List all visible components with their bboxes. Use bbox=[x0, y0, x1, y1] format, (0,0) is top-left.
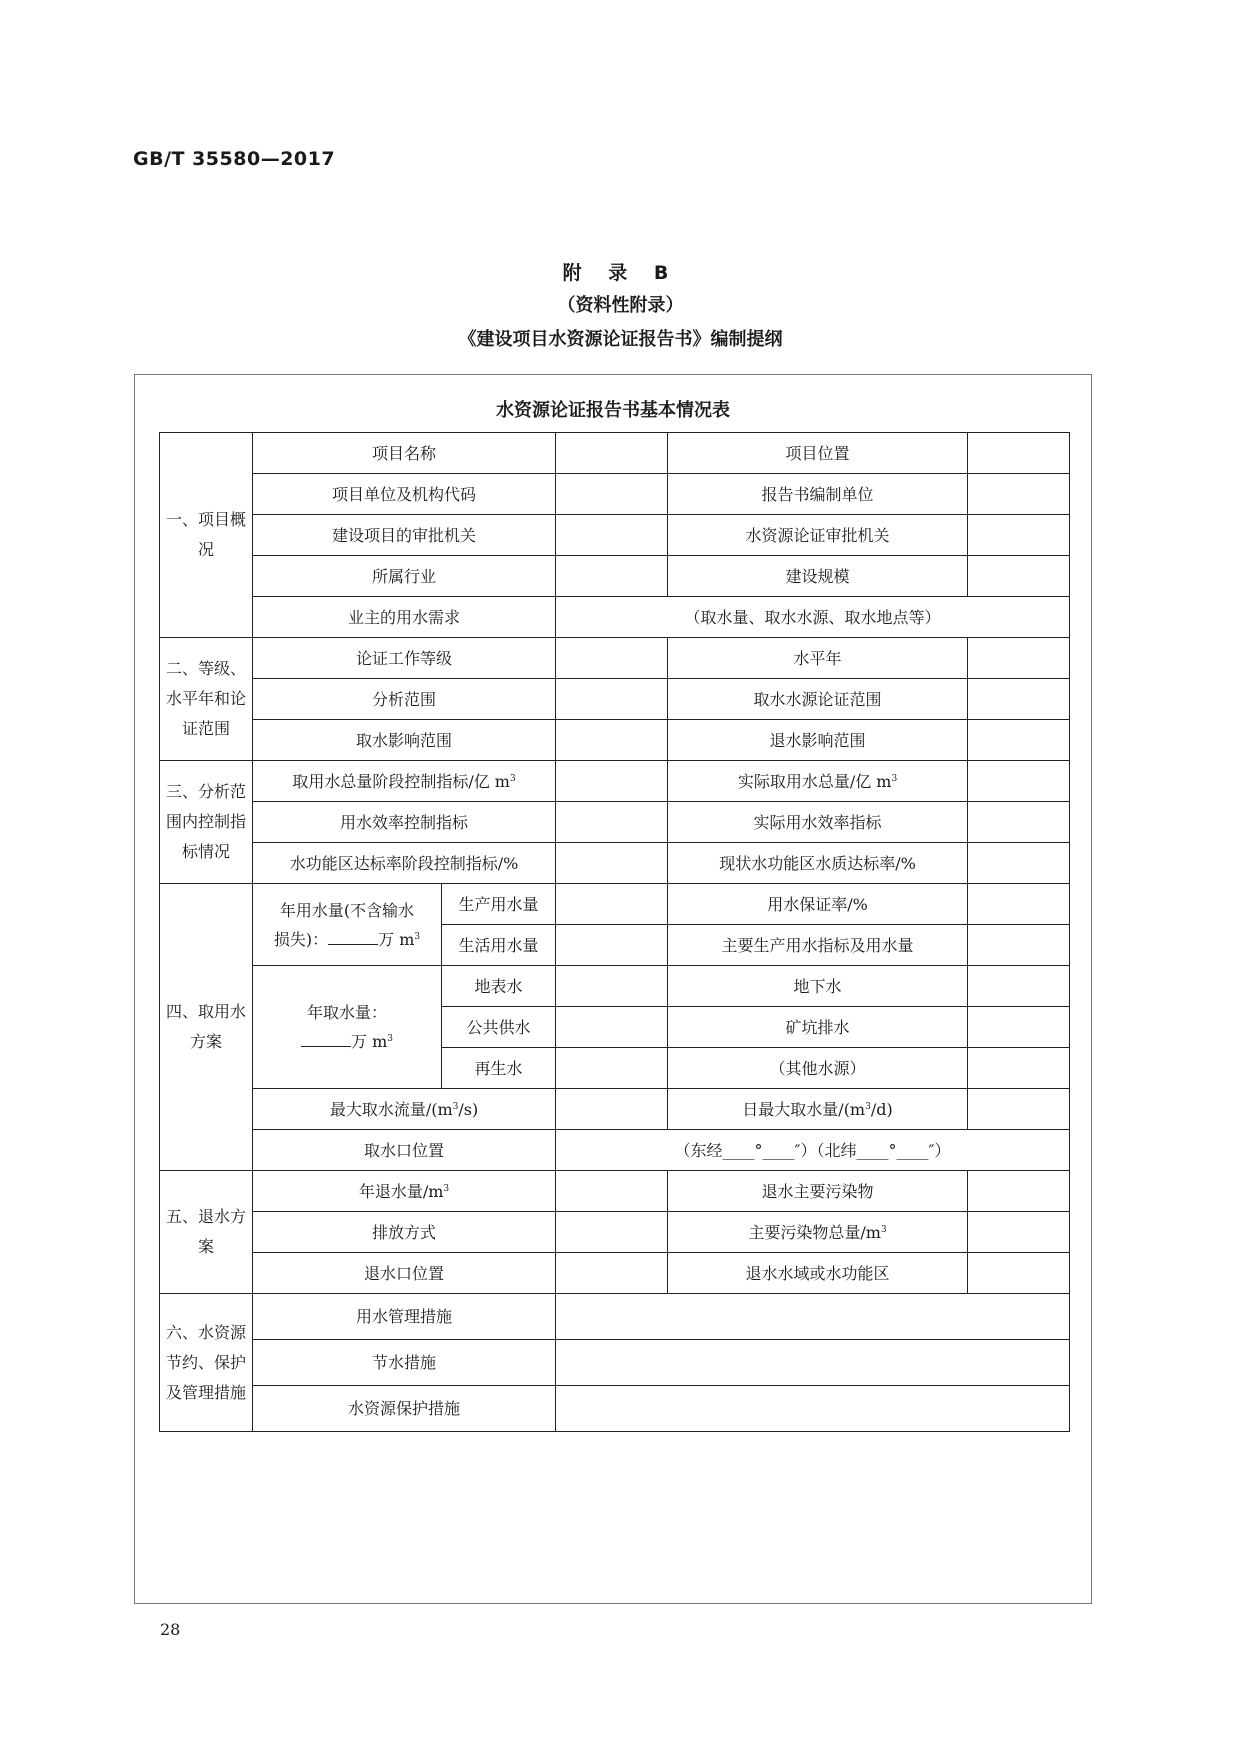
table-caption: 水资源论证报告书基本情况表 bbox=[496, 400, 730, 421]
value-cell[interactable] bbox=[968, 1089, 1070, 1130]
value-cell[interactable] bbox=[968, 1212, 1070, 1253]
table-row bbox=[160, 556, 1070, 597]
value-cell[interactable] bbox=[968, 433, 1070, 474]
cell-label: 报告书编制单位 bbox=[668, 474, 968, 515]
value-cell[interactable] bbox=[556, 1089, 668, 1130]
value-cell[interactable] bbox=[556, 515, 668, 556]
value-cell[interactable] bbox=[968, 720, 1070, 761]
value-cell[interactable] bbox=[556, 843, 668, 884]
value-cell[interactable] bbox=[556, 1048, 668, 1089]
annual-use-cell: 年用水量(不含输水 损失)： 万 $m^3$ bbox=[253, 884, 442, 966]
table-row bbox=[160, 679, 1070, 720]
cell-label: 水资源论证审批机关 bbox=[668, 515, 968, 556]
cell-label: 建设项目的审批机关 bbox=[253, 515, 556, 556]
value-cell[interactable] bbox=[556, 638, 668, 679]
table-row bbox=[160, 720, 1070, 761]
table-row bbox=[160, 1253, 1070, 1294]
table-row bbox=[160, 966, 1070, 1007]
appendix-label: 附 录 B bbox=[562, 262, 679, 284]
cell-label: 退水影响范围 bbox=[668, 720, 968, 761]
table-row bbox=[160, 1130, 1070, 1171]
value-cell[interactable] bbox=[556, 966, 668, 1007]
table-row bbox=[160, 1212, 1070, 1253]
value-cell[interactable] bbox=[968, 925, 1070, 966]
table-row bbox=[160, 1340, 1070, 1386]
cell-label: 取水口位置 bbox=[253, 1130, 556, 1171]
cell-label: 业主的用水需求 bbox=[253, 597, 556, 638]
cell-label: 再生水 bbox=[442, 1048, 556, 1089]
cell-label: 项目名称 bbox=[253, 433, 556, 474]
section-label-overview: 一、项目概况 bbox=[160, 433, 253, 638]
cell-label: 生活用水量 bbox=[442, 925, 556, 966]
coords-cell[interactable]: （东经____°____″）（北纬____°____″） bbox=[556, 1130, 1070, 1171]
cell-label: 取用水总量阶段控制指标/亿 $m^3$ bbox=[253, 761, 556, 802]
cell-label: 最大取水流量$/(m^3/s)$ bbox=[253, 1089, 556, 1130]
value-cell[interactable] bbox=[556, 761, 668, 802]
cell-label: 水功能区达标率阶段控制指标/% bbox=[253, 843, 556, 884]
value-cell[interactable] bbox=[968, 843, 1070, 884]
standard-code: GB/T 35580—2017 bbox=[133, 148, 336, 170]
appendix-nature: （资料性附录） bbox=[557, 295, 684, 316]
section-label-grade: 二、等级、水平年和论证范围 bbox=[160, 638, 253, 761]
table-row bbox=[160, 1089, 1070, 1130]
cell-label: 地下水 bbox=[668, 966, 968, 1007]
value-cell[interactable] bbox=[556, 1253, 668, 1294]
value-cell[interactable] bbox=[556, 1386, 1070, 1432]
annual-intake-cell: 年取水量： 万 $m^3$ bbox=[253, 966, 442, 1089]
table-row bbox=[160, 843, 1070, 884]
section-label-measures: 六、水资源节约、保护及管理措施 bbox=[160, 1294, 253, 1432]
cell-label: 用水效率控制指标 bbox=[253, 802, 556, 843]
cell-label: 日最大取水量$/(m^3/d)$ bbox=[668, 1089, 968, 1130]
section-label-indicators: 三、分析范围内控制指标情况 bbox=[160, 761, 253, 884]
value-cell[interactable] bbox=[968, 966, 1070, 1007]
section-label-intake-plan: 四、取用水方案 bbox=[160, 884, 253, 1171]
value-cell[interactable] bbox=[968, 638, 1070, 679]
cell-label: 项目单位及机构代码 bbox=[253, 474, 556, 515]
cell-label: 矿坑排水 bbox=[668, 1007, 968, 1048]
value-cell[interactable] bbox=[968, 474, 1070, 515]
cell-label: 项目位置 bbox=[668, 433, 968, 474]
value-cell[interactable] bbox=[968, 802, 1070, 843]
cell-label: 退水口位置 bbox=[253, 1253, 556, 1294]
cell-label: 公共供水 bbox=[442, 1007, 556, 1048]
basic-info-table bbox=[159, 432, 1070, 1432]
value-cell[interactable] bbox=[556, 1294, 1070, 1340]
value-cell[interactable] bbox=[968, 1007, 1070, 1048]
value-cell[interactable] bbox=[556, 925, 668, 966]
cell-note[interactable]: （取水量、取水水源、取水地点等） bbox=[556, 597, 1070, 638]
cell-label: 水平年 bbox=[668, 638, 968, 679]
cell-label: 实际用水效率指标 bbox=[668, 802, 968, 843]
cell-label: 论证工作等级 bbox=[253, 638, 556, 679]
value-cell[interactable] bbox=[556, 1340, 1070, 1386]
value-cell[interactable] bbox=[968, 679, 1070, 720]
value-cell[interactable] bbox=[556, 1007, 668, 1048]
value-cell[interactable] bbox=[968, 1253, 1070, 1294]
table-row bbox=[160, 597, 1070, 638]
appendix-title: 《建设项目水资源论证报告书》编制提纲 bbox=[458, 329, 783, 350]
cell-label: 年退水量$/m^3$ bbox=[253, 1171, 556, 1212]
value-cell[interactable] bbox=[556, 474, 668, 515]
value-cell[interactable] bbox=[556, 679, 668, 720]
cell-label: 取水水源论证范围 bbox=[668, 679, 968, 720]
cell-label: 水资源保护措施 bbox=[253, 1386, 556, 1432]
table-row bbox=[160, 1386, 1070, 1432]
cell-label: 用水保证率/% bbox=[668, 884, 968, 925]
table-row bbox=[160, 474, 1070, 515]
value-cell[interactable] bbox=[968, 515, 1070, 556]
cell-label: 主要污染物总量$/m^3$ bbox=[668, 1212, 968, 1253]
cell-label: （其他水源） bbox=[668, 1048, 968, 1089]
value-cell[interactable] bbox=[968, 1171, 1070, 1212]
table-row bbox=[160, 1294, 1070, 1340]
table-row bbox=[160, 761, 1070, 802]
table-row bbox=[160, 638, 1070, 679]
value-cell[interactable] bbox=[556, 1212, 668, 1253]
table-row bbox=[160, 1171, 1070, 1212]
value-cell[interactable] bbox=[556, 556, 668, 597]
cell-label: 分析范围 bbox=[253, 679, 556, 720]
value-cell[interactable] bbox=[556, 433, 668, 474]
value-cell[interactable] bbox=[556, 884, 668, 925]
cell-label: 退水主要污染物 bbox=[668, 1171, 968, 1212]
section-label-return-plan: 五、退水方案 bbox=[160, 1171, 253, 1294]
value-cell[interactable] bbox=[556, 720, 668, 761]
table-row bbox=[160, 515, 1070, 556]
cell-label: 地表水 bbox=[442, 966, 556, 1007]
cell-label: 排放方式 bbox=[253, 1212, 556, 1253]
cell-label: 现状水功能区水质达标率/% bbox=[668, 843, 968, 884]
value-cell[interactable] bbox=[968, 1048, 1070, 1089]
cell-label: 实际取用水总量/亿 $m^3$ bbox=[668, 761, 968, 802]
table-row bbox=[160, 802, 1070, 843]
value-cell[interactable] bbox=[968, 556, 1070, 597]
value-cell[interactable] bbox=[556, 802, 668, 843]
value-cell[interactable] bbox=[556, 1171, 668, 1212]
cell-label: 取水影响范围 bbox=[253, 720, 556, 761]
cell-label: 建设规模 bbox=[668, 556, 968, 597]
cell-label: 用水管理措施 bbox=[253, 1294, 556, 1340]
cell-label: 节水措施 bbox=[253, 1340, 556, 1386]
value-cell[interactable] bbox=[968, 884, 1070, 925]
table-row bbox=[160, 884, 1070, 925]
cell-label: 生产用水量 bbox=[442, 884, 556, 925]
page-number: 28 bbox=[160, 1620, 181, 1639]
cell-label: 退水水域或水功能区 bbox=[668, 1253, 968, 1294]
cell-label: 所属行业 bbox=[253, 556, 556, 597]
cell-label: 主要生产用水指标及用水量 bbox=[668, 925, 968, 966]
value-cell[interactable] bbox=[968, 761, 1070, 802]
table-row bbox=[160, 433, 1070, 474]
